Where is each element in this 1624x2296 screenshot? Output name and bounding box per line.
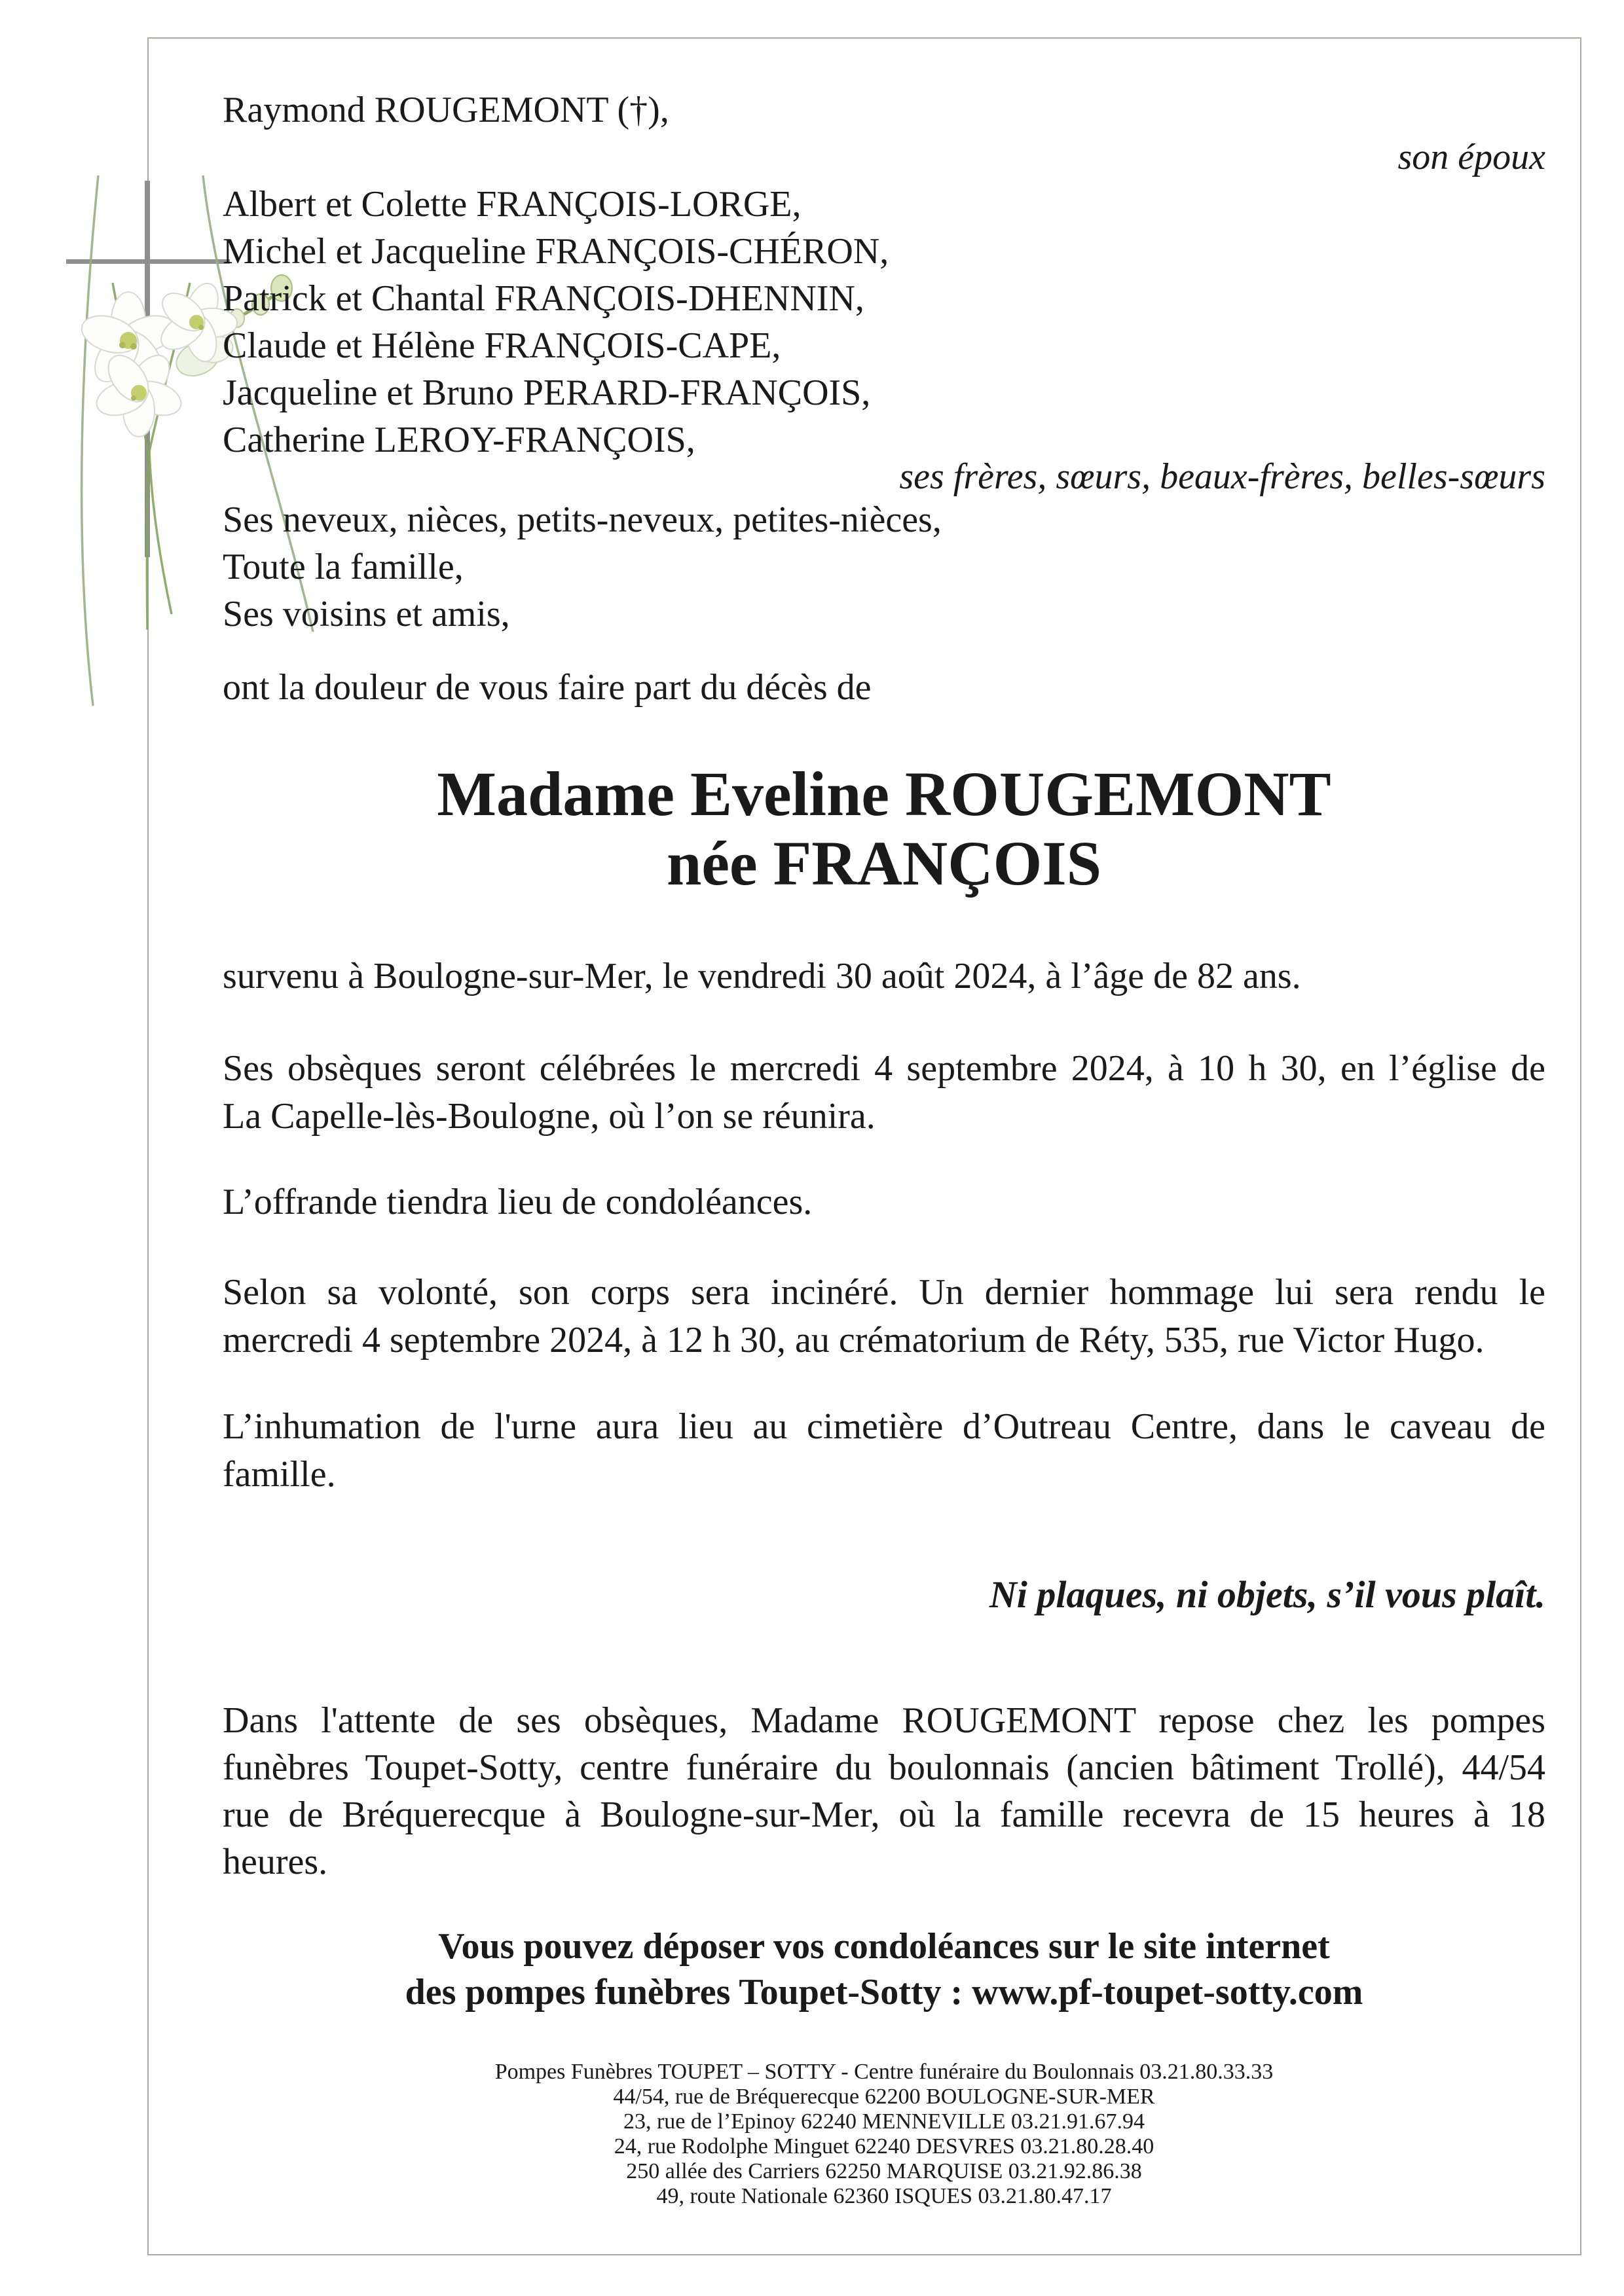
deceased-name: Madame Eveline ROUGEMONT [437, 759, 1331, 829]
death-date-line: survenu à Boulogne-sur-Mer, le vendredi 30 août 2024, à l’âge de 82 ans. [223, 956, 1301, 996]
relative-line: Toute la famille, [223, 547, 464, 587]
footer-line: 49, route Nationale 62360 ISQUES 03.21.80.47.17 [656, 2184, 1112, 2208]
spouse-note: son époux [1397, 137, 1545, 177]
repose-line: funèbres Toupet-Sotty, centre funéraire du boulonnais (ancien bâtiment Trollé), 44/54 [223, 1747, 1545, 1788]
sibling-name-line: Catherine LEROY-FRANÇOIS, [223, 420, 695, 460]
footer-line: 23, rue de l’Epinoy 62240 MENNEVILLE 03.21.91.67.94 [623, 2109, 1145, 2134]
sibling-name-line: Patrick et Chantal FRANÇOIS-DHENNIN, [223, 278, 864, 319]
announcement-line: ont la douleur de vous faire part du décès de [223, 667, 872, 708]
repose-line: Dans l'attente de ses obsèques, Madame ROUGEMONT repose chez les pompes [223, 1700, 1545, 1741]
relative-line: Ses voisins et amis, [223, 594, 510, 634]
request-line: Ni plaques, ni objets, s’il vous plaît. [989, 1573, 1545, 1616]
condolence-cta-line: des pompes funèbres Toupet-Sotty : www.pf-toupet-sotty.com [405, 1972, 1363, 2013]
opener-line: Raymond ROUGEMONT (†), [223, 90, 669, 130]
funeral-line: La Capelle-lès-Boulogne, où l’on se réunira. [223, 1096, 876, 1137]
sibling-name-line: Claude et Hélène FRANÇOIS-CAPE, [223, 325, 781, 366]
repose-line: rue de Bréquerecque à Boulogne-sur-Mer, où la famille recevra de 15 heures à 18 [223, 1795, 1545, 1835]
sibling-name-line: Michel et Jacqueline FRANÇOIS-CHÉRON, [223, 231, 889, 272]
footer-line: 250 allée des Carriers 62250 MARQUISE 03.21.92.86.38 [626, 2159, 1142, 2183]
footer-line: 24, rue Rodolphe Minguet 62240 DESVRES 03.21.80.28.40 [614, 2134, 1154, 2159]
cremation-line: mercredi 4 septembre 2024, à 12 h 30, au crématorium de Réty, 535, rue Victor Hugo. [223, 1320, 1485, 1360]
relative-line: Ses neveux, nièces, petits-neveux, petites-nièces, [223, 500, 942, 540]
burial-line: famille. [223, 1454, 336, 1495]
deceased-maiden-name: née FRANÇOIS [667, 828, 1101, 898]
burial-line: L’inhumation de l'urne aura lieu au cimetière d’Outreau Centre, dans le caveau de [223, 1406, 1545, 1447]
offering-line: L’offrande tiendra lieu de condoléances. [223, 1182, 813, 1222]
repose-line: heures. [223, 1842, 328, 1882]
footer-line: 44/54, rue de Bréquerecque 62200 BOULOGNE-SUR-MER [613, 2085, 1155, 2109]
condolence-cta-line: Vous pouvez déposer vos condoléances sur le site internet [438, 1926, 1330, 1967]
sibling-name-line: Albert et Colette FRANÇOIS-LORGE, [223, 184, 802, 225]
funeral-line: Ses obsèques seront célébrées le mercredi 4 septembre 2024, à 10 h 30, en l’église de [223, 1048, 1545, 1089]
footer-line: Pompes Funèbres TOUPET – SOTTY - Centre funéraire du Boulonnais 03.21.80.33.33 [494, 2060, 1274, 2084]
cremation-line: Selon sa volonté, son corps sera incinéré. Un dernier hommage lui sera rendu le [223, 1272, 1545, 1313]
sibling-name-line: Jacqueline et Bruno PERARD-FRANÇOIS, [223, 373, 871, 413]
siblings-note: ses frères, sœurs, beaux-frères, belles-sœurs [899, 456, 1545, 497]
